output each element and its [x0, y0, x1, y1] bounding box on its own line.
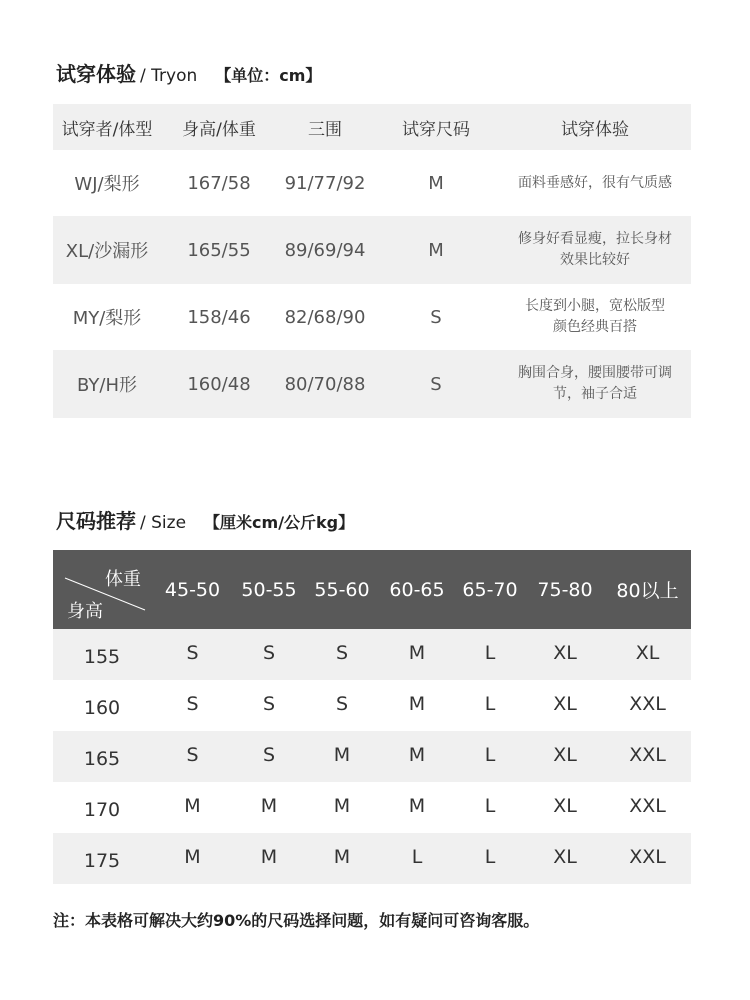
- size-row-height: 170: [83, 798, 121, 821]
- size-table: [53, 550, 691, 884]
- tryon-tester: MY/梨形: [72, 308, 142, 329]
- size-header-row: [53, 550, 691, 629]
- size-cell: XL: [553, 845, 577, 868]
- tryon-tester: WJ/梨形: [74, 174, 140, 195]
- size-section-title: [56, 505, 354, 534]
- tryon-experience-line: 修身好看显瘦，拉长身材: [518, 231, 672, 247]
- size-row: [53, 782, 691, 833]
- tryon-experience: [499, 229, 691, 271]
- tryon-header-size: 试穿尺码: [402, 119, 470, 140]
- tryon-row: [53, 150, 691, 216]
- tryon-unit: 【单位：cm】: [215, 66, 322, 85]
- size-cell: L: [484, 743, 496, 766]
- size-cell: XL: [553, 743, 577, 766]
- weight-range-header: 80以上: [616, 580, 679, 602]
- tryon-header-row: [53, 104, 691, 150]
- tryon-experience-line: 节，袖子合适: [553, 386, 637, 402]
- weight-range-header: 75-80: [537, 578, 593, 601]
- size-row: [53, 629, 691, 680]
- tryon-table: [53, 104, 691, 418]
- tryon-height-weight: 158/46: [187, 306, 251, 328]
- tryon-size: M: [428, 239, 444, 261]
- size-cell: M: [260, 845, 278, 868]
- size-cell: XXL: [629, 743, 666, 766]
- corner-height-label: 身高: [67, 601, 103, 622]
- size-row: [53, 833, 691, 884]
- tryon-row: [53, 284, 691, 350]
- tryon-tester: XL/沙漏形: [65, 241, 149, 262]
- weight-range-header: 50-55: [241, 578, 297, 601]
- footnote: 注：本表格可解决大约90%的尺码选择问题，如有疑问可咨询客服。: [53, 911, 540, 930]
- tryon-measurements: 80/70/88: [284, 373, 366, 395]
- tryon-size: S: [430, 306, 442, 328]
- tryon-section-title: [56, 58, 321, 87]
- size-cell: XXL: [629, 794, 666, 817]
- tryon-size: S: [430, 373, 442, 395]
- size-cell: L: [484, 845, 496, 868]
- size-cell: XL: [635, 641, 660, 664]
- size-cell: L: [484, 641, 496, 664]
- size-cell: S: [186, 641, 199, 664]
- tryon-header-measurements: 三围: [308, 119, 342, 140]
- size-row-height: 160: [83, 696, 121, 719]
- weight-range-header: 45-50: [164, 578, 221, 601]
- size-cell: M: [333, 794, 351, 817]
- size-cell: M: [184, 845, 201, 868]
- size-cell: M: [408, 641, 426, 664]
- size-cell: XL: [553, 641, 577, 664]
- size-cell: S: [335, 641, 349, 664]
- tryon-measurements: 91/77/92: [284, 172, 366, 194]
- tryon-measurements: 89/69/94: [284, 239, 366, 261]
- size-title-text: 尺码推荐: [56, 509, 136, 533]
- tryon-header-experience: 试穿体验: [561, 119, 629, 140]
- weight-range-header: 60-65: [389, 578, 445, 601]
- size-cell: M: [333, 845, 351, 868]
- tryon-subtitle: / Tryon: [140, 66, 198, 86]
- size-cell: M: [408, 692, 426, 715]
- size-cell: XXL: [629, 845, 666, 868]
- size-cell: S: [186, 743, 199, 766]
- size-cell: M: [408, 743, 426, 766]
- tryon-experience-line: 长度到小腿，宽松版型: [525, 298, 665, 314]
- weight-range-header: 55-60: [314, 578, 370, 601]
- tryon-experience: [499, 363, 691, 405]
- tryon-title-text: 试穿体验: [56, 62, 136, 86]
- size-cell: L: [484, 692, 496, 715]
- weight-range-header: 65-70: [462, 578, 518, 601]
- tryon-header-tester: 试穿者/体型: [61, 119, 153, 140]
- size-cell: S: [262, 692, 276, 715]
- size-row-height: 165: [83, 747, 121, 770]
- size-row: [53, 680, 691, 731]
- size-cell: L: [411, 845, 423, 868]
- tryon-height-weight: 165/55: [187, 239, 251, 261]
- tryon-experience: [499, 296, 691, 338]
- tryon-experience-line: 效果比较好: [560, 252, 630, 268]
- tryon-experience: [499, 173, 691, 194]
- tryon-measurements: 82/68/90: [284, 306, 366, 328]
- size-cell: M: [184, 794, 201, 817]
- size-cell: M: [333, 743, 351, 766]
- size-cell: XL: [553, 794, 577, 817]
- size-row: [53, 731, 691, 782]
- tryon-header-height-weight: 身高/体重: [182, 119, 256, 140]
- size-cell: S: [186, 692, 199, 715]
- size-cell: XXL: [629, 692, 666, 715]
- tryon-row: [53, 216, 691, 284]
- size-cell: L: [484, 794, 496, 817]
- tryon-tester: BY/H形: [77, 375, 137, 396]
- size-row-height: 175: [83, 849, 121, 872]
- tryon-height-weight: 160/48: [187, 373, 251, 395]
- size-cell: S: [262, 641, 276, 664]
- tryon-row: [53, 350, 691, 418]
- size-cell: M: [260, 794, 278, 817]
- size-cell: XL: [553, 692, 577, 715]
- tryon-size: M: [428, 172, 444, 194]
- size-cell: M: [408, 794, 426, 817]
- size-corner-cell: [53, 550, 151, 629]
- tryon-experience-line: 面料垂感好，很有气质感: [518, 174, 672, 191]
- size-cell: S: [335, 692, 349, 715]
- size-cell: S: [262, 743, 276, 766]
- size-unit: 【厘米cm/公斤kg】: [204, 513, 355, 532]
- tryon-experience-line: 颜色经典百搭: [553, 319, 637, 335]
- size-subtitle: / Size: [140, 513, 187, 533]
- tryon-height-weight: 167/58: [187, 172, 251, 194]
- tryon-experience-line: 胸围合身，腰围腰带可调: [518, 365, 672, 381]
- corner-weight-label: 体重: [105, 569, 141, 590]
- size-row-height: 155: [83, 645, 121, 668]
